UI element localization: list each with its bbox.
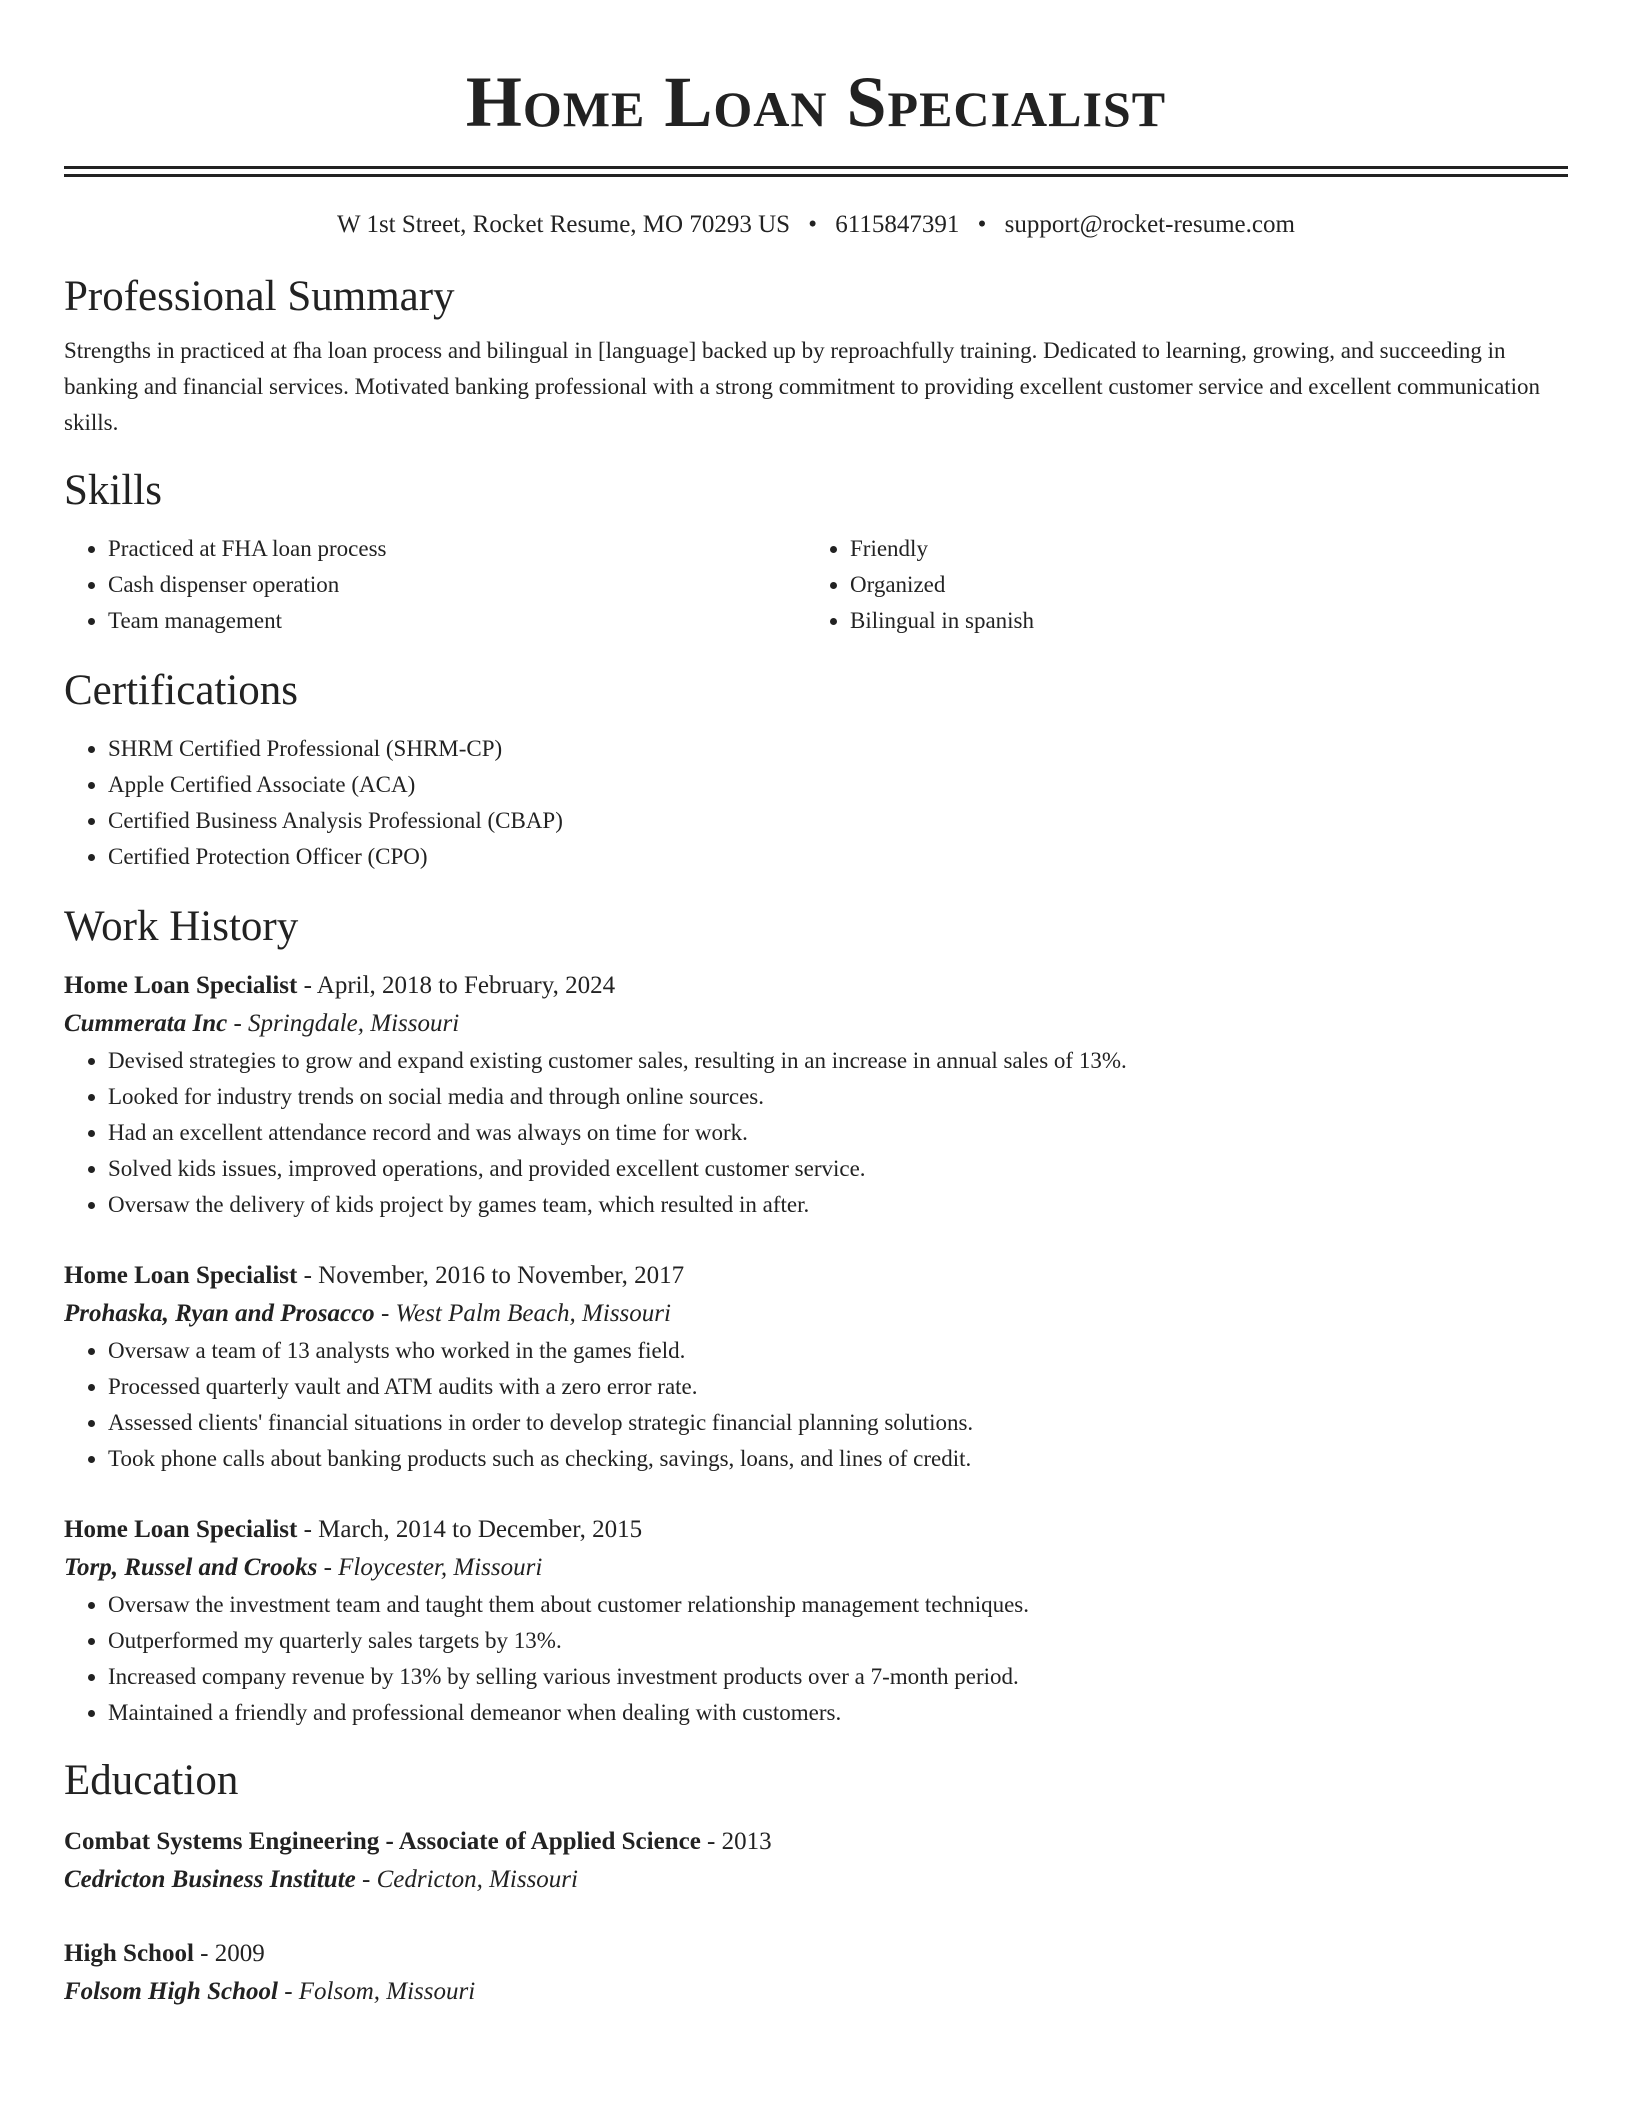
certifications-heading: Certifications xyxy=(64,667,299,714)
contact-address: W 1st Street, Rocket Resume, MO 70293 US xyxy=(337,211,791,238)
job-bullet: • Processed quarterly vault and ATM audits with a zero error rate. xyxy=(108,1369,1568,1405)
job-title-line xyxy=(64,1257,1568,1295)
skills-heading: Skills xyxy=(64,467,162,514)
job-bullets xyxy=(64,1587,1568,1731)
job-title-line xyxy=(64,1511,1568,1549)
job-bullet: • Increased company revenue by 13% by selling various investment products over a 7-month period. xyxy=(108,1659,1568,1695)
certification-item: • Certified Business Analysis Professional (CBAP) xyxy=(108,803,1568,839)
job-title: Home Loan Specialist xyxy=(64,972,298,999)
skill-item: • Bilingual in spanish xyxy=(850,603,1548,639)
job-bullets xyxy=(64,1043,1568,1223)
skills-column-left xyxy=(64,531,806,639)
job-dates: - April, 2018 to February, 2024 xyxy=(297,972,616,999)
job-location: - West Palm Beach, Missouri xyxy=(374,1300,671,1327)
education-school: Folsom High School xyxy=(64,1978,278,2005)
education-location: - Folsom, Missouri xyxy=(277,1978,476,2005)
certification-item: • SHRM Certified Professional (SHRM-CP) xyxy=(108,731,1568,767)
skills-column-right xyxy=(806,531,1548,639)
contact-separator: • xyxy=(977,211,987,238)
certifications-list xyxy=(64,731,1568,875)
resume-title: Home Loan Specialist xyxy=(465,62,1167,142)
job-location: - Springdale, Missouri xyxy=(227,1010,460,1037)
job-bullet: • Assessed clients' financial situations in order to develop strategic financial planning solutions. xyxy=(108,1405,1568,1441)
contact-separator: • xyxy=(808,211,818,238)
job-dates: - November, 2016 to November, 2017 xyxy=(297,1262,685,1289)
job-company-line xyxy=(64,1005,1568,1043)
skill-item: • Cash dispenser operation xyxy=(108,567,806,603)
job-company-line xyxy=(64,1549,1568,1587)
education-school: Cedricton Business Institute xyxy=(64,1866,356,1893)
work-history-heading: Work History xyxy=(64,903,299,950)
summary-heading: Professional Summary xyxy=(64,273,455,320)
skill-item: • Friendly xyxy=(850,531,1548,567)
job-title: Home Loan Specialist xyxy=(64,1262,298,1289)
job-title: Home Loan Specialist xyxy=(64,1516,298,1543)
job-entry xyxy=(64,1511,1568,1731)
job-bullet: • Took phone calls about banking products such as checking, savings, loans, and lines of credit. xyxy=(108,1441,1568,1477)
job-company: Cummerata Inc xyxy=(64,1010,228,1037)
certification-item: • Certified Protection Officer (CPO) xyxy=(108,839,1568,875)
education-school-line xyxy=(64,1861,1568,1899)
resume-page xyxy=(64,0,1568,2011)
job-bullet: • Solved kids issues, improved operations, and provided excellent customer service. xyxy=(108,1151,1568,1187)
certification-item: • Apple Certified Associate (ACA) xyxy=(108,767,1568,803)
job-title-line xyxy=(64,967,1568,1005)
job-bullet: • Devised strategies to grow and expand existing customer sales, resulting in an increase in annual sales of 13%. xyxy=(108,1043,1568,1079)
skill-item: • Team management xyxy=(108,603,806,639)
job-bullets xyxy=(64,1333,1568,1477)
education-degree-line xyxy=(64,1823,1568,1861)
education-entry xyxy=(64,1935,1568,2011)
job-dates: - March, 2014 to December, 2015 xyxy=(297,1516,643,1543)
education-year: - 2009 xyxy=(193,1940,265,1967)
title-double-rule xyxy=(64,166,1568,177)
skills-grid xyxy=(64,531,1568,639)
job-entry xyxy=(64,1257,1568,1477)
job-bullet: • Oversaw the investment team and taught them about customer relationship management techniques. xyxy=(108,1587,1568,1623)
education-degree: Combat Systems Engineering - Associate of Applied Science xyxy=(64,1828,701,1855)
skill-item: • Practiced at FHA loan process xyxy=(108,531,806,567)
job-company: Torp, Russel and Crooks xyxy=(64,1554,318,1581)
job-bullet: • Oversaw a team of 13 analysts who worked in the games field. xyxy=(108,1333,1568,1369)
skill-item: • Organized xyxy=(850,567,1548,603)
education-degree: High School xyxy=(64,1940,194,1967)
education-year: - 2013 xyxy=(700,1828,772,1855)
contact-phone: 6115847391 xyxy=(835,211,960,238)
contact-email: support@rocket-resume.com xyxy=(1004,211,1295,238)
contact-line xyxy=(64,209,1568,241)
job-bullet: • Looked for industry trends on social media and through online sources. xyxy=(108,1079,1568,1115)
job-entry xyxy=(64,967,1568,1223)
job-bullet: • Oversaw the delivery of kids project by games team, which resulted in after. xyxy=(108,1187,1568,1223)
job-bullet: • Had an excellent attendance record and was always on time for work. xyxy=(108,1115,1568,1151)
job-location: - Floycester, Missouri xyxy=(317,1554,543,1581)
job-company: Prohaska, Ryan and Prosacco xyxy=(64,1300,375,1327)
education-location: - Cedricton, Missouri xyxy=(355,1866,578,1893)
education-school-line xyxy=(64,1973,1568,2011)
education-heading: Education xyxy=(64,1757,239,1804)
job-bullet: • Outperformed my quarterly sales targets by 13%. xyxy=(108,1623,1568,1659)
job-company-line xyxy=(64,1295,1568,1333)
education-degree-line xyxy=(64,1935,1568,1973)
education-entry xyxy=(64,1823,1568,1899)
summary-text: Strengths in practiced at fha loan process and bilingual in [language] backed up by reproachfully training. Dedicated to learning, growing, and succeeding in banking and financial services. Motivated banking professional with a strong commitment to providing excellent customer service and excellent communication skills. xyxy=(64,338,1541,435)
job-bullet: • Maintained a friendly and professional demeanor when dealing with customers. xyxy=(108,1695,1568,1731)
